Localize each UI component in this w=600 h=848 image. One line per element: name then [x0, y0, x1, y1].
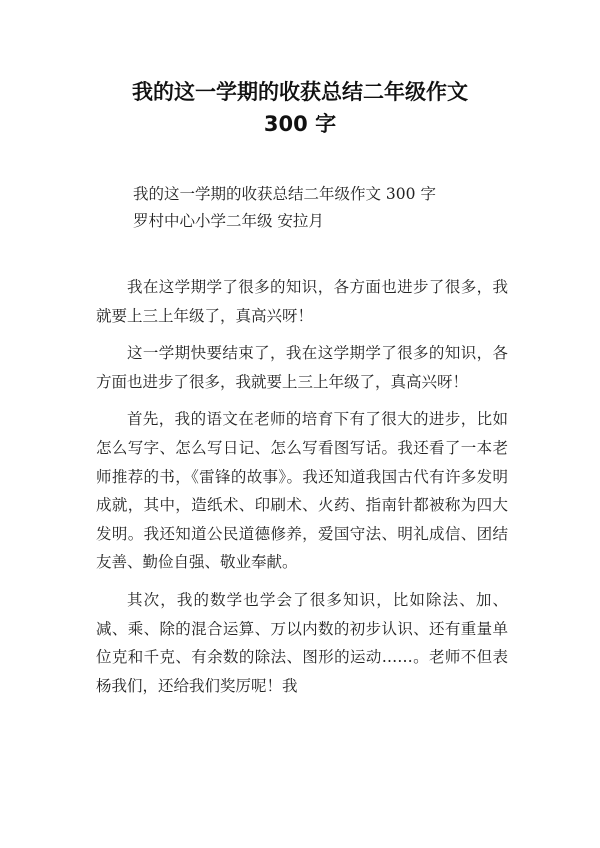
author-line: 罗村中心小学二年级 安拉月 [133, 212, 324, 230]
document-title [60, 76, 540, 140]
paragraph-3: 首先，我的语文在老师的培育下有了很大的进步，比如怎么写字、怎么写日记、怎么写看图写话。我还看了一本老师推荐的书，《雷锋的故事》。我还知道我国古代有许多发明成就，其中，造纸术、印刷术、火药、指南针都被称为四大发明。我还知道公民道德修养，爱国守法、明礼成信、团结友善、勤俭自强、敬业奉献。 [96, 410, 508, 572]
subheading-block [133, 181, 436, 235]
paragraph-2: 这一学期快要结束了，我在这学期学了很多的知识，各方面也进步了很多，我就要上三上年级了，真高兴呀！ [96, 344, 508, 391]
body-text [96, 273, 508, 709]
paragraph-4: 其次，我的数学也学会了很多知识，比如除法、加、减、乘、除的混合运算、万以内数的初步认识、还有重量单位克和千克、有余数的除法、图形的运动……。老师不但表杨我们，还给我们奖厉呢！我 [96, 590, 508, 695]
subtitle: 我的这一学期的收获总结二年级作文 300 字 [133, 185, 436, 203]
title-line-1: 我的这一学期的收获总结二年级作文 [132, 80, 468, 104]
paragraph-1: 我在这学期学了很多的知识，各方面也进步了很多，我就要上三上年级了，真高兴呀！ [96, 278, 508, 325]
title-line-2: 300 字 [263, 112, 337, 136]
